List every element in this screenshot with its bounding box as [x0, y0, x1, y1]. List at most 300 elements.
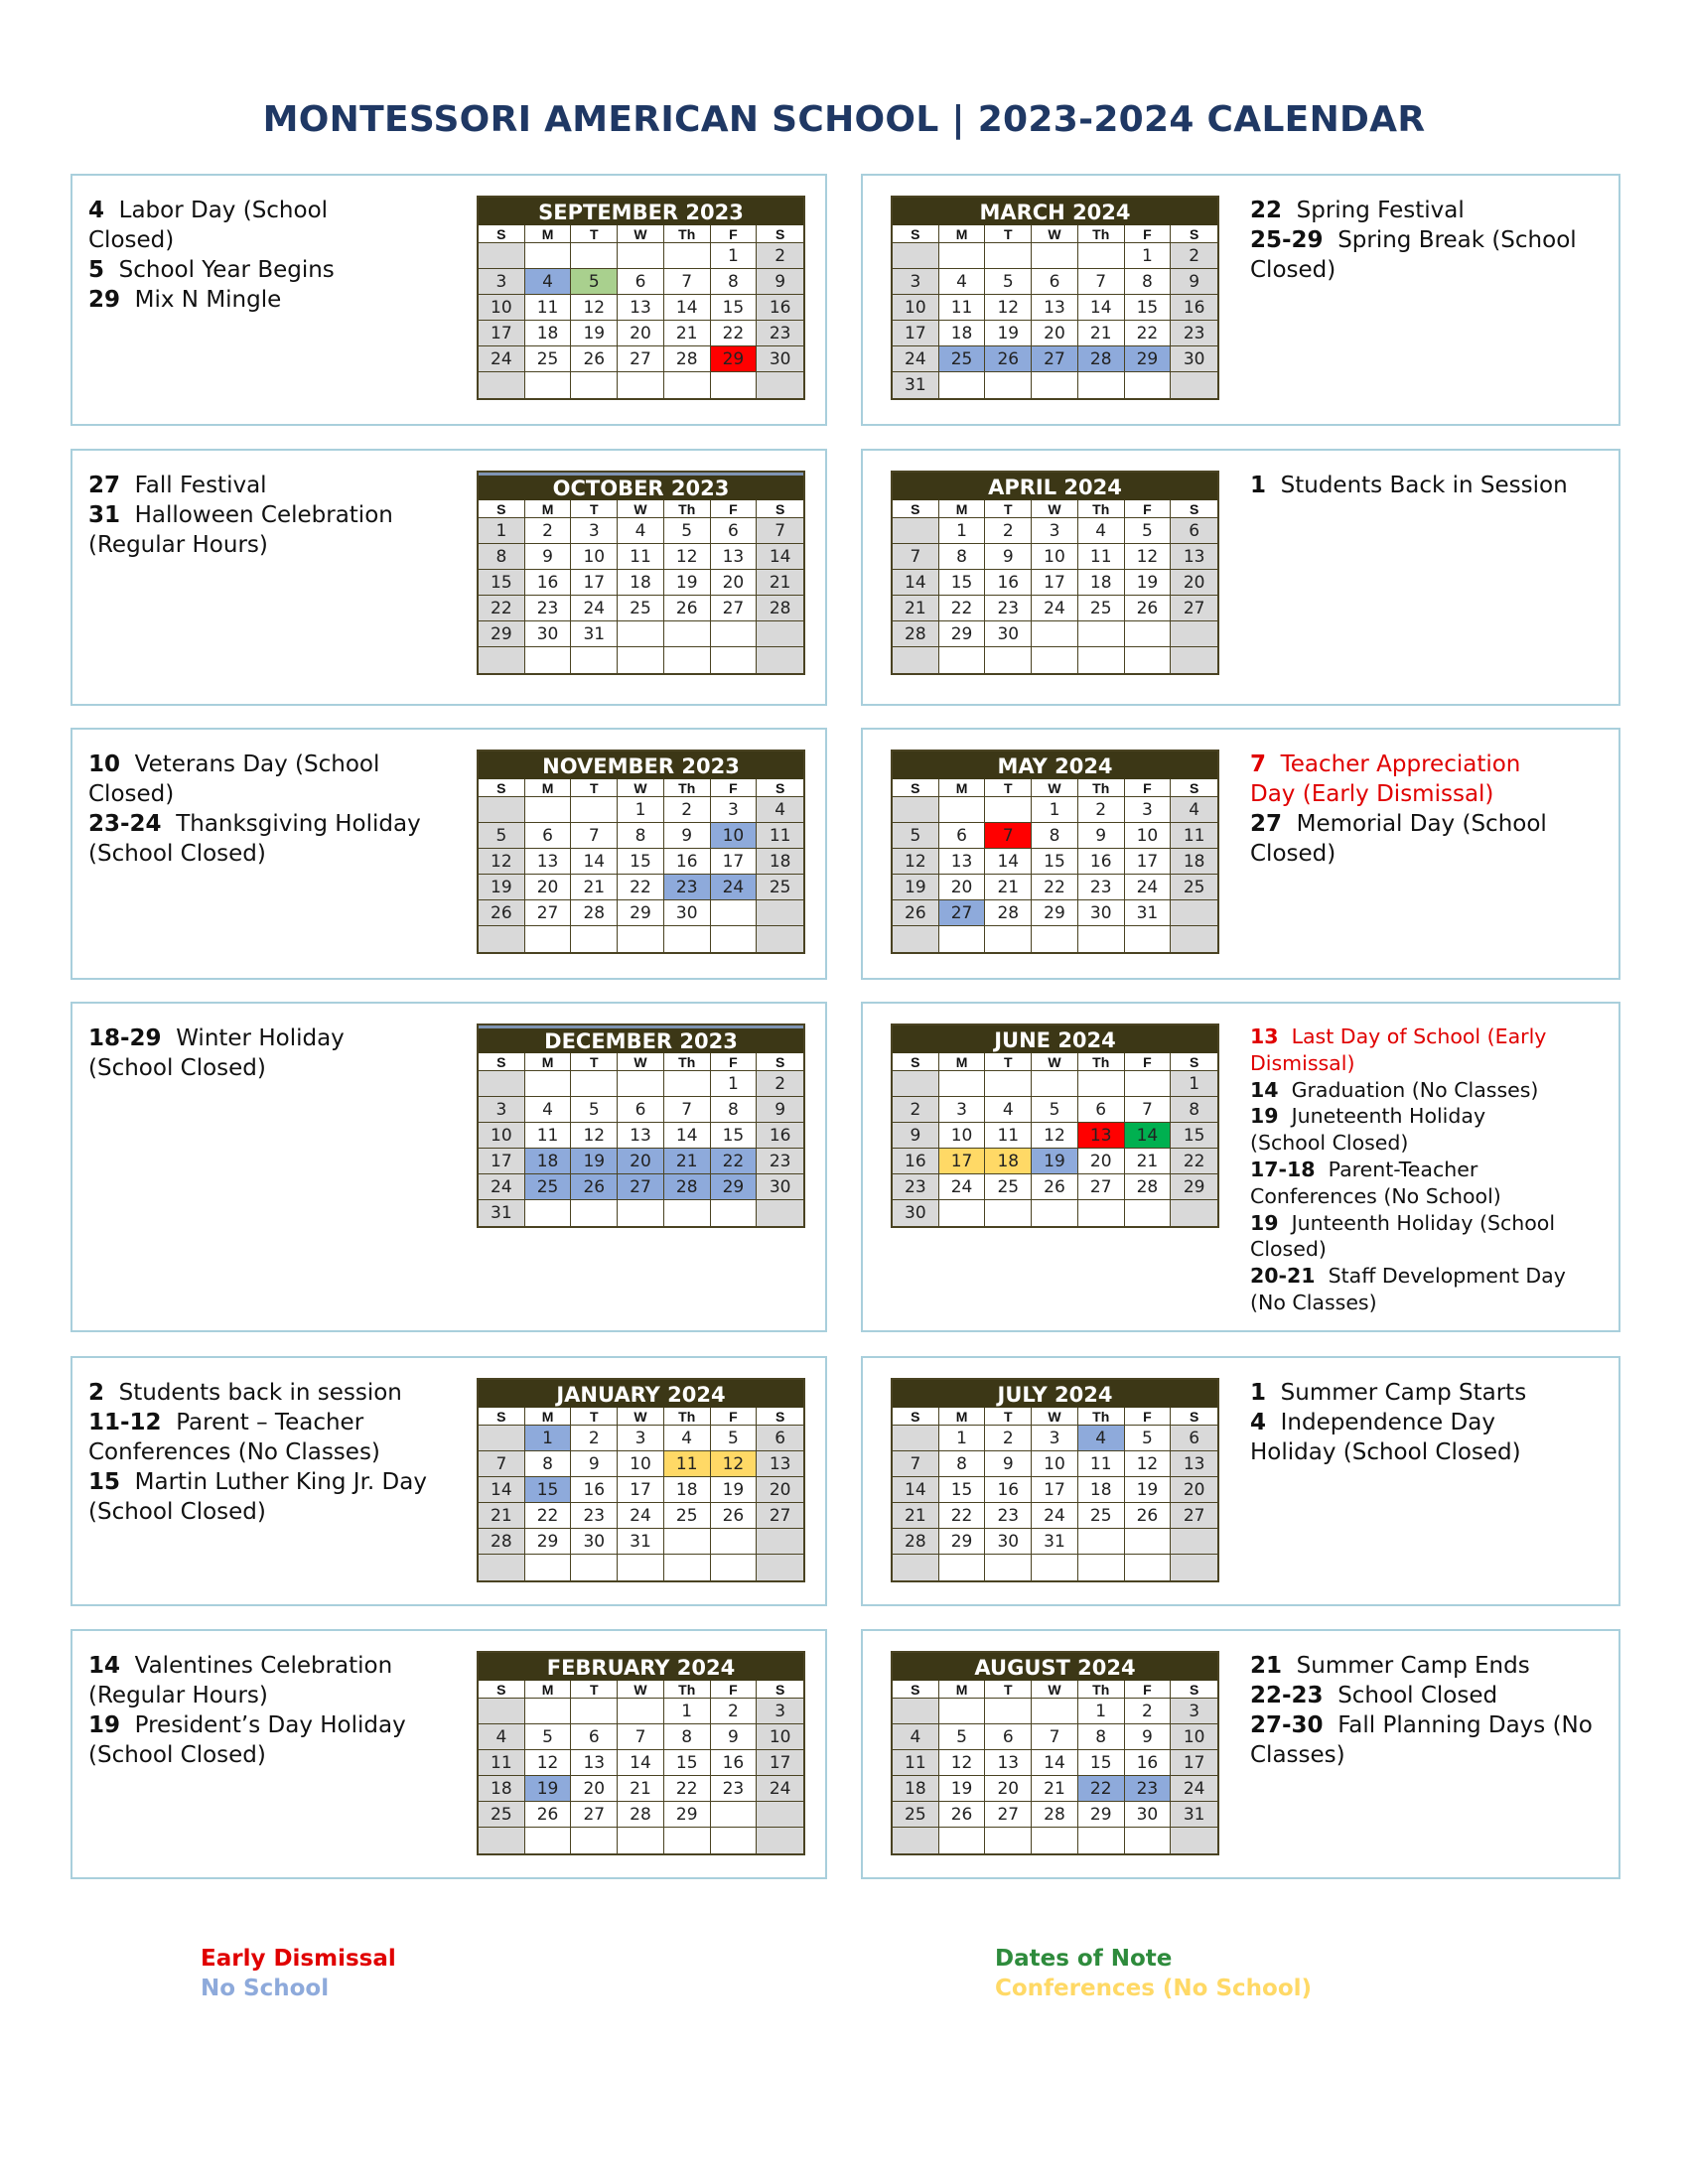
- event-item: [88, 1378, 466, 1408]
- weekday-header: W: [618, 500, 664, 518]
- month-calendar: [891, 750, 1219, 954]
- empty-cell: [893, 243, 939, 269]
- day-cell: 14: [1078, 295, 1125, 321]
- month-panel: [70, 728, 827, 980]
- event-item: [88, 1651, 466, 1710]
- event-text: Spring Break (School Closed): [1250, 227, 1577, 283]
- day-cell: 25: [1171, 875, 1217, 900]
- day-cell: 25: [1078, 596, 1125, 621]
- day-cell: 13: [939, 849, 986, 875]
- day-cell: 30: [893, 1200, 939, 1226]
- empty-cell: [664, 621, 711, 647]
- day-cell: 3: [893, 269, 939, 295]
- day-cell: 29: [1078, 1802, 1125, 1828]
- empty-cell: [985, 1555, 1032, 1580]
- empty-cell: [985, 647, 1032, 673]
- day-cell: 19: [711, 1477, 758, 1503]
- weekday-header: T: [571, 779, 618, 797]
- day-cell: 26: [1032, 1174, 1078, 1200]
- weekday-header: S: [893, 1053, 939, 1071]
- day-cell: 24: [618, 1503, 664, 1529]
- day-cell: 25: [985, 1174, 1032, 1200]
- event-item: [1250, 1408, 1598, 1467]
- empty-cell: [525, 926, 572, 952]
- day-cell: 19: [664, 570, 711, 596]
- day-cell: 31: [571, 621, 618, 647]
- day-cell: 2: [893, 1097, 939, 1123]
- day-cell: 21: [664, 1149, 711, 1174]
- day-cell: 19: [1125, 570, 1172, 596]
- day-cell: 18: [664, 1477, 711, 1503]
- day-cell: 15: [664, 1750, 711, 1776]
- day-cell: 11: [939, 295, 986, 321]
- empty-cell: [1125, 926, 1172, 952]
- day-cell: 3: [1032, 518, 1078, 544]
- day-cell: 30: [757, 1174, 803, 1200]
- empty-cell: [571, 1071, 618, 1097]
- day-cell: 29: [1032, 900, 1078, 926]
- day-cell: 8: [1171, 1097, 1217, 1123]
- empty-cell: [525, 1071, 572, 1097]
- legend-no-school: No School: [201, 1976, 330, 2001]
- event-date: 27-30: [1250, 1712, 1324, 1738]
- day-cell: 4: [985, 1097, 1032, 1123]
- day-cell: 6: [571, 1724, 618, 1750]
- day-cell: 18: [1078, 1477, 1125, 1503]
- day-cell: 27: [618, 1174, 664, 1200]
- empty-cell: [618, 1828, 664, 1853]
- weekday-header: S: [757, 500, 803, 518]
- event-list: [1250, 1378, 1598, 1467]
- month-name: FEBRUARY 2024: [479, 1653, 803, 1681]
- event-text: Graduation (No Classes): [1291, 1077, 1539, 1102]
- day-cell: 26: [1125, 1503, 1172, 1529]
- day-cell: 14: [571, 849, 618, 875]
- empty-cell: [664, 647, 711, 673]
- day-cell: 2: [985, 1426, 1032, 1451]
- event-item: [1250, 1210, 1598, 1264]
- event-item: [1250, 809, 1598, 869]
- day-cell: 21: [571, 875, 618, 900]
- empty-cell: [711, 1529, 758, 1555]
- weekday-header: F: [711, 500, 758, 518]
- empty-cell: [525, 1200, 572, 1226]
- event-date: 29: [88, 287, 121, 313]
- event-item: [1250, 750, 1598, 809]
- empty-cell: [985, 1699, 1032, 1724]
- empty-cell: [893, 647, 939, 673]
- day-cell: 7: [985, 823, 1032, 849]
- event-text: Thanksgiving Holiday (School Closed): [88, 811, 421, 867]
- empty-cell: [893, 1426, 939, 1451]
- day-cell: 29: [1125, 346, 1172, 372]
- day-cell: 5: [1125, 518, 1172, 544]
- day-cell: 15: [479, 570, 525, 596]
- event-text: Fall Planning Days (No Classes): [1250, 1712, 1593, 1768]
- day-cell: 8: [479, 544, 525, 570]
- event-text: Staff Development Day (No Classes): [1250, 1264, 1566, 1314]
- month-name: NOVEMBER 2023: [479, 751, 803, 779]
- weekday-header: S: [893, 500, 939, 518]
- day-cell: 24: [571, 596, 618, 621]
- event-text: Students Back in Session: [1280, 473, 1568, 498]
- event-text: Last Day of School (Early Dismissal): [1250, 1024, 1547, 1075]
- day-cell: 24: [1032, 596, 1078, 621]
- event-item: [1250, 1157, 1598, 1210]
- weekday-header: T: [571, 1408, 618, 1426]
- day-cell: 10: [1171, 1724, 1217, 1750]
- weekday-header: F: [711, 779, 758, 797]
- day-cell: 13: [1078, 1123, 1125, 1149]
- day-cell: 20: [618, 321, 664, 346]
- event-item: [1250, 1103, 1598, 1157]
- empty-cell: [571, 243, 618, 269]
- weekday-header: F: [711, 1053, 758, 1071]
- empty-cell: [525, 1828, 572, 1853]
- day-cell: 30: [525, 621, 572, 647]
- weekday-header: Th: [664, 1053, 711, 1071]
- day-cell: 27: [1032, 346, 1078, 372]
- weekday-header: W: [1032, 779, 1078, 797]
- weekday-header: T: [571, 225, 618, 243]
- weekday-header: M: [525, 1053, 572, 1071]
- empty-cell: [1171, 1529, 1217, 1555]
- empty-cell: [1125, 1200, 1172, 1226]
- day-cell: 1: [1125, 243, 1172, 269]
- day-cell: 29: [711, 346, 758, 372]
- day-cell: 1: [939, 1426, 986, 1451]
- day-cell: 11: [1078, 1451, 1125, 1477]
- event-item: [1250, 1710, 1598, 1770]
- weekday-header: S: [479, 779, 525, 797]
- event-text: Summer Camp Starts: [1280, 1380, 1527, 1406]
- weekday-header: S: [757, 1681, 803, 1699]
- empty-cell: [1078, 1529, 1125, 1555]
- day-cell: 2: [525, 518, 572, 544]
- day-cell: 28: [664, 346, 711, 372]
- day-cell: 3: [1125, 797, 1172, 823]
- empty-cell: [1171, 1555, 1217, 1580]
- day-cell: 8: [664, 1724, 711, 1750]
- empty-cell: [479, 372, 525, 398]
- weekday-header: S: [893, 1681, 939, 1699]
- day-cell: 2: [985, 518, 1032, 544]
- day-cell: 11: [757, 823, 803, 849]
- day-cell: 11: [618, 544, 664, 570]
- day-cell: 6: [1171, 1426, 1217, 1451]
- day-cell: 31: [1125, 900, 1172, 926]
- day-cell: 17: [939, 1149, 986, 1174]
- weekday-header: S: [757, 1408, 803, 1426]
- weekday-header: W: [1032, 1053, 1078, 1071]
- weekday-header: W: [618, 1681, 664, 1699]
- day-cell: 21: [1078, 321, 1125, 346]
- empty-cell: [1171, 621, 1217, 647]
- event-item: [1250, 225, 1598, 285]
- empty-cell: [1171, 900, 1217, 926]
- day-cell: 1: [711, 1071, 758, 1097]
- day-cell: 5: [1125, 1426, 1172, 1451]
- day-cell: 31: [479, 1200, 525, 1226]
- day-cell: 8: [1125, 269, 1172, 295]
- day-cell: 14: [757, 544, 803, 570]
- month-calendar: [477, 1651, 805, 1855]
- day-cell: 23: [664, 875, 711, 900]
- day-cell: 24: [1032, 1503, 1078, 1529]
- empty-cell: [1125, 647, 1172, 673]
- day-cell: 28: [985, 900, 1032, 926]
- day-cell: 24: [711, 875, 758, 900]
- event-date: 20-21: [1250, 1264, 1316, 1289]
- event-list: [1250, 196, 1598, 285]
- month-name: JANUARY 2024: [479, 1380, 803, 1408]
- day-cell: 21: [757, 570, 803, 596]
- day-cell: 28: [479, 1529, 525, 1555]
- day-cell: 23: [571, 1503, 618, 1529]
- day-cell: 17: [1032, 570, 1078, 596]
- weekday-header: M: [939, 779, 986, 797]
- day-cell: 17: [1032, 1477, 1078, 1503]
- day-cell: 14: [1125, 1123, 1172, 1149]
- weekday-header: S: [479, 1408, 525, 1426]
- event-item: [1250, 1681, 1598, 1710]
- empty-cell: [939, 1071, 986, 1097]
- day-cell: 14: [893, 1477, 939, 1503]
- event-date: 4: [1250, 1410, 1267, 1435]
- empty-cell: [618, 647, 664, 673]
- weekday-header: S: [757, 225, 803, 243]
- empty-cell: [1171, 1200, 1217, 1226]
- event-text: Independence Day Holiday (School Closed): [1250, 1410, 1521, 1465]
- day-cell: 7: [1078, 269, 1125, 295]
- day-cell: 27: [757, 1503, 803, 1529]
- day-cell: 7: [664, 269, 711, 295]
- weekday-header: W: [1032, 500, 1078, 518]
- weekday-header: S: [1171, 500, 1217, 518]
- event-text: Parent – Teacher Conferences (No Classes): [88, 1410, 380, 1465]
- event-list: [1250, 1651, 1598, 1770]
- month-panel: [861, 1002, 1620, 1332]
- empty-cell: [1032, 621, 1078, 647]
- empty-cell: [525, 647, 572, 673]
- day-cell: 6: [525, 823, 572, 849]
- event-text: Martin Luther King Jr. Day (School Closed): [88, 1469, 427, 1525]
- day-cell: 13: [1171, 544, 1217, 570]
- day-cell: 12: [711, 1451, 758, 1477]
- day-cell: 19: [1032, 1149, 1078, 1174]
- day-cell: 1: [479, 518, 525, 544]
- day-cell: 28: [893, 1529, 939, 1555]
- weekday-header: S: [1171, 1053, 1217, 1071]
- day-cell: 27: [939, 900, 986, 926]
- day-cell: 3: [479, 269, 525, 295]
- weekday-header: W: [1032, 225, 1078, 243]
- empty-cell: [1032, 926, 1078, 952]
- weekday-header: T: [985, 1408, 1032, 1426]
- empty-cell: [479, 1699, 525, 1724]
- day-cell: 10: [711, 823, 758, 849]
- day-cell: 14: [664, 1123, 711, 1149]
- day-cell: 19: [893, 875, 939, 900]
- event-date: 25-29: [1250, 227, 1324, 253]
- day-cell: 17: [571, 570, 618, 596]
- empty-cell: [711, 621, 758, 647]
- empty-cell: [664, 243, 711, 269]
- day-cell: 9: [1125, 1724, 1172, 1750]
- event-list: [88, 1651, 466, 1770]
- empty-cell: [939, 243, 986, 269]
- empty-cell: [757, 647, 803, 673]
- day-cell: 25: [525, 346, 572, 372]
- day-cell: 4: [757, 797, 803, 823]
- day-grid: [479, 1408, 803, 1580]
- day-cell: 18: [1078, 570, 1125, 596]
- empty-cell: [479, 1555, 525, 1580]
- day-cell: 14: [618, 1750, 664, 1776]
- weekday-header: M: [525, 1408, 572, 1426]
- event-date: 22-23: [1250, 1683, 1324, 1708]
- day-cell: 17: [479, 321, 525, 346]
- day-cell: 4: [1078, 1426, 1125, 1451]
- weekday-header: M: [939, 1408, 986, 1426]
- day-cell: 10: [479, 295, 525, 321]
- day-cell: 1: [711, 243, 758, 269]
- day-cell: 12: [939, 1750, 986, 1776]
- day-cell: 24: [1125, 875, 1172, 900]
- day-cell: 5: [893, 823, 939, 849]
- day-cell: 9: [985, 544, 1032, 570]
- empty-cell: [893, 518, 939, 544]
- day-cell: 3: [757, 1699, 803, 1724]
- day-cell: 23: [985, 596, 1032, 621]
- legend-dates-of-note: Dates of Note: [995, 1946, 1173, 1972]
- month-panel: [70, 449, 827, 706]
- day-cell: 18: [1171, 849, 1217, 875]
- empty-cell: [893, 1555, 939, 1580]
- event-date: 10: [88, 751, 121, 777]
- day-cell: 28: [664, 1174, 711, 1200]
- day-cell: 28: [1078, 346, 1125, 372]
- event-date: 2: [88, 1380, 105, 1406]
- day-cell: 17: [711, 849, 758, 875]
- empty-cell: [664, 1555, 711, 1580]
- event-date: 4: [88, 198, 105, 223]
- day-cell: 3: [571, 518, 618, 544]
- event-date: 27: [88, 473, 121, 498]
- weekday-header: Th: [664, 225, 711, 243]
- day-cell: 29: [1171, 1174, 1217, 1200]
- day-cell: 5: [1032, 1097, 1078, 1123]
- empty-cell: [985, 243, 1032, 269]
- day-cell: 26: [711, 1503, 758, 1529]
- day-cell: 5: [571, 1097, 618, 1123]
- event-item: [88, 196, 466, 255]
- day-cell: 12: [1125, 544, 1172, 570]
- day-cell: 6: [1078, 1097, 1125, 1123]
- day-cell: 16: [757, 295, 803, 321]
- event-text: Juneteenth Holiday (School Closed): [1250, 1104, 1486, 1156]
- day-cell: 16: [1125, 1750, 1172, 1776]
- day-cell: 8: [1078, 1724, 1125, 1750]
- weekday-header: M: [525, 500, 572, 518]
- event-item: [88, 1408, 466, 1467]
- empty-cell: [757, 372, 803, 398]
- day-cell: 5: [664, 518, 711, 544]
- day-cell: 20: [618, 1149, 664, 1174]
- day-cell: 31: [1032, 1529, 1078, 1555]
- empty-cell: [618, 1699, 664, 1724]
- day-cell: 6: [757, 1426, 803, 1451]
- weekday-header: S: [1171, 225, 1217, 243]
- day-cell: 10: [479, 1123, 525, 1149]
- month-name: JULY 2024: [893, 1380, 1217, 1408]
- weekday-header: Th: [1078, 779, 1125, 797]
- day-cell: 30: [1125, 1802, 1172, 1828]
- day-cell: 25: [525, 1174, 572, 1200]
- day-cell: 1: [939, 518, 986, 544]
- day-cell: 10: [1125, 823, 1172, 849]
- day-cell: 5: [525, 1724, 572, 1750]
- empty-cell: [479, 1828, 525, 1853]
- day-cell: 26: [571, 346, 618, 372]
- event-date: 27: [1250, 811, 1283, 837]
- empty-cell: [1078, 1200, 1125, 1226]
- day-cell: 13: [618, 1123, 664, 1149]
- day-cell: 12: [525, 1750, 572, 1776]
- day-cell: 9: [757, 1097, 803, 1123]
- empty-cell: [618, 926, 664, 952]
- empty-cell: [1125, 1529, 1172, 1555]
- day-cell: 23: [1125, 1776, 1172, 1802]
- event-text: Memorial Day (School Closed): [1250, 811, 1547, 867]
- day-cell: 18: [525, 321, 572, 346]
- day-cell: 7: [571, 823, 618, 849]
- event-text: School Year Begins: [118, 257, 335, 283]
- day-cell: 12: [479, 849, 525, 875]
- empty-cell: [757, 926, 803, 952]
- day-cell: 21: [479, 1503, 525, 1529]
- empty-cell: [893, 1071, 939, 1097]
- month-calendar: [477, 196, 805, 400]
- weekday-header: M: [525, 225, 572, 243]
- day-cell: 23: [893, 1174, 939, 1200]
- empty-cell: [664, 372, 711, 398]
- day-cell: 24: [1171, 1776, 1217, 1802]
- day-cell: 8: [711, 1097, 758, 1123]
- event-item: [1250, 1378, 1598, 1408]
- day-cell: 30: [571, 1529, 618, 1555]
- event-date: 23-24: [88, 811, 162, 837]
- empty-cell: [939, 372, 986, 398]
- empty-cell: [711, 647, 758, 673]
- day-cell: 25: [479, 1802, 525, 1828]
- event-date: 5: [88, 257, 105, 283]
- event-list: [88, 471, 466, 560]
- day-cell: 11: [893, 1750, 939, 1776]
- day-cell: 22: [1078, 1776, 1125, 1802]
- empty-cell: [1125, 1555, 1172, 1580]
- empty-cell: [1078, 647, 1125, 673]
- day-cell: 10: [1032, 544, 1078, 570]
- event-item: [88, 285, 466, 315]
- empty-cell: [479, 1071, 525, 1097]
- day-grid: [893, 779, 1217, 952]
- day-cell: 9: [985, 1451, 1032, 1477]
- weekday-header: T: [985, 225, 1032, 243]
- day-cell: 9: [525, 544, 572, 570]
- day-cell: 19: [525, 1776, 572, 1802]
- empty-cell: [1125, 621, 1172, 647]
